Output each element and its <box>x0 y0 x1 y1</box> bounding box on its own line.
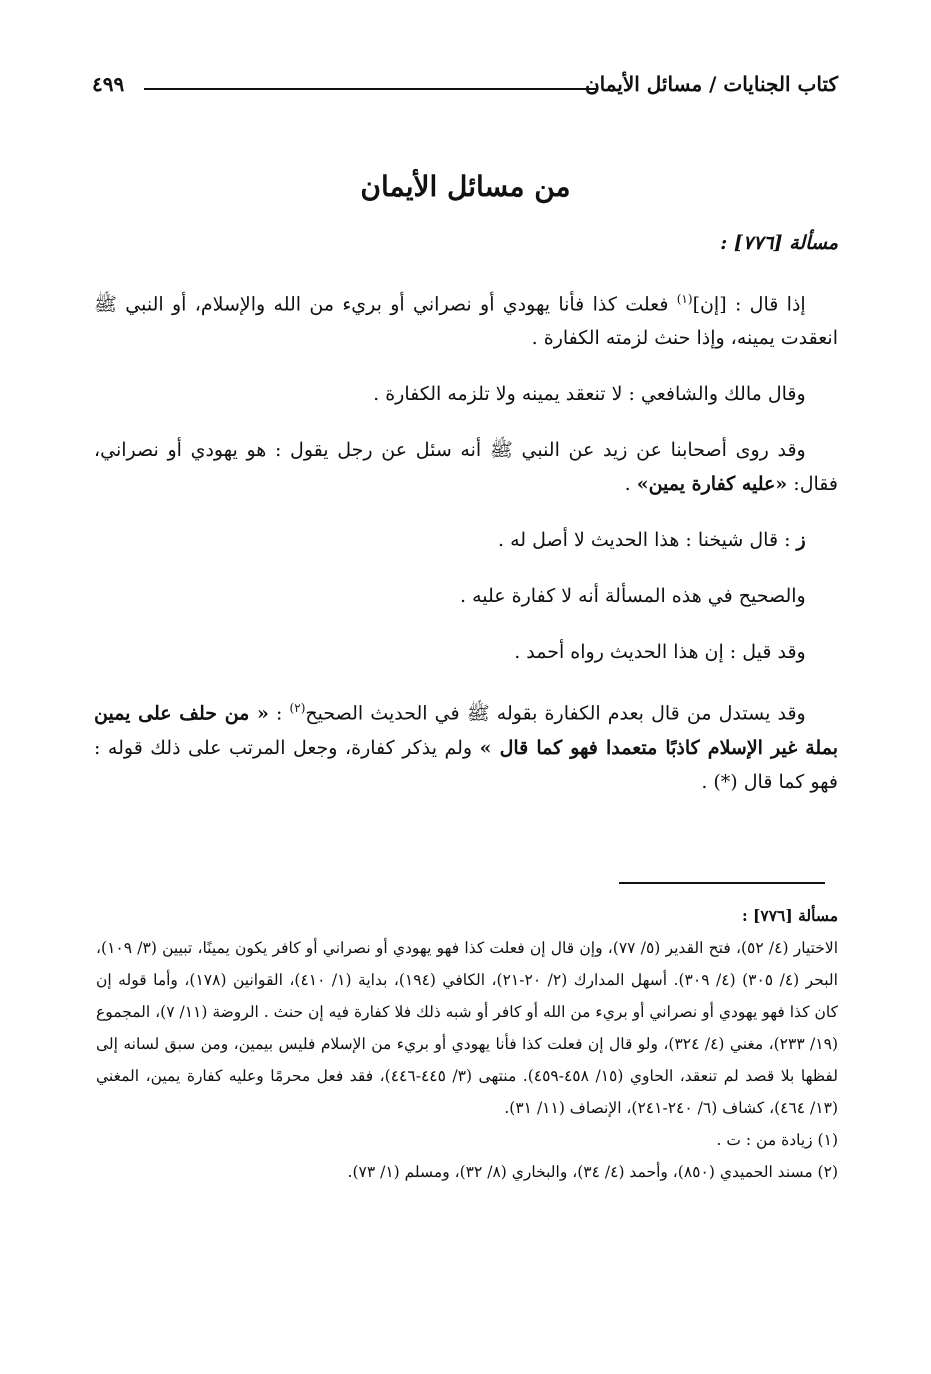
footnote-masala-label: مسألة [٧٧٦] : <box>741 906 838 925</box>
paragraph-4 <box>94 523 838 557</box>
paragraph-2: وقال مالك والشافعي : لا تنعقد يمينه ولا تلزمه الكفارة . <box>373 383 806 406</box>
paragraph-6: وقد قيل : إن هذا الحديث رواه أحمد . <box>514 641 806 664</box>
running-header <box>92 64 838 106</box>
paragraph-3-end: . <box>624 473 637 496</box>
chapter-title: من مسائل الأيمان <box>360 170 571 203</box>
paragraph-7-rest: ولم يذكر كفارة، وجعل المرتب على ذلك قوله : فهو كما قال (*) . <box>94 736 838 793</box>
masala-label: مسألة [٧٧٦] : <box>720 232 838 254</box>
page-number: ٤٩٩ <box>92 72 125 96</box>
paragraph-1-rest: فعلت كذا فأنا يهودي أو نصراني أو بريء من الله والإسلام، أو النبي ﷺ انعقدت يمينه، وإذا حنث لزمته الكفارة . <box>94 293 838 350</box>
paragraph-7 <box>94 691 838 798</box>
paragraph-1-start: إذا قال : [إن] <box>692 293 806 316</box>
footnote-separator <box>619 882 825 884</box>
paragraph-4-text: : قال شيخنا : هذا الحديث لا أصل له . <box>498 529 797 552</box>
paragraph-1 <box>94 282 838 355</box>
footnote-ref-1: (١) <box>676 292 693 306</box>
footnote-references: الاختيار (٤/ ٥٢)، فتح القدير (٥/ ٧٧)، وإن قال إن فعلت كذا فهو يهودي أو نصراني أو كافر يكون يمينًا، تبيين (٣/ ١٠٩)، البحر (٤/ ٣٠٥) (٤/ ٣٠٩). أسهل المدارك (٢/ ٢٠-٢١)، الكافي (١٩٤)، بداية (١/ ٤١٠)، القوانين (١٧٨)، وأما قوله إن كان كذا فهو يهودي أو نصراني أو بريء من الله أو كافر أو شبه ذلك فلا كفارة فيه إن حنث . الروضة (١١/ ٧)، المجموع (١٩/ ٢٣٣)، مغني (٤/ ٣٢٤)، ولو قال إن فعلت كذا فأنا يهودي أو بريء من الإسلام فليس بيمين، ومن سبق لسانه إلى لفظها بلا قصد لم تنعقد، الحاوي (١٥/ ٤٥٨-٤٥٩). منتهى (٣/ ٤٤٥-٤٤٦)، فقد فعل محرمًا وعليه كفارة يمين، المغني (١٣/ ٤٦٤)، كشاف (٦/ ٢٤٠-٢٤١)، الإنصاف (١١/ ٣١). <box>96 939 839 1117</box>
hadith-quote-1: «عليه كفارة يمين» <box>636 473 788 496</box>
paragraph-3-text: وقد روى أصحابنا عن زيد عن النبي ﷺ أنه سئل عن رجل يقول : هو يهودي أو نصراني، فقال: <box>94 439 838 496</box>
footnote-2: (٢) مسند الحميدي (٨٥٠)، وأحمد (٤/ ٣٤)، والبخاري (٨/ ٣٢)، ومسلم (١/ ٧٣). <box>347 1163 838 1181</box>
zay-marker: ز <box>796 529 806 552</box>
footnote-ref-2: (٢) <box>289 701 306 716</box>
footnote-1: (١) زيادة من : ت . <box>716 1131 838 1149</box>
footnotes <box>96 900 838 1188</box>
header-rule <box>144 88 598 90</box>
paragraph-7-colon: : <box>268 702 290 725</box>
paragraph-5: والصحيح في هذه المسألة أنه لا كفارة عليه . <box>460 585 806 608</box>
paragraph-7-start: وقد يستدل من قال بعدم الكفارة بقوله ﷺ في الحديث الصحيح <box>305 702 806 725</box>
main-text <box>94 226 838 821</box>
hadith-quote-2: « من حلف على يمين بملة غير الإسلام كاذبًا متعمدا فهو كما قال » <box>94 702 838 759</box>
header-title: كتاب الجنايات / مسائل الأيمان <box>584 72 838 96</box>
paragraph-3 <box>94 433 838 501</box>
